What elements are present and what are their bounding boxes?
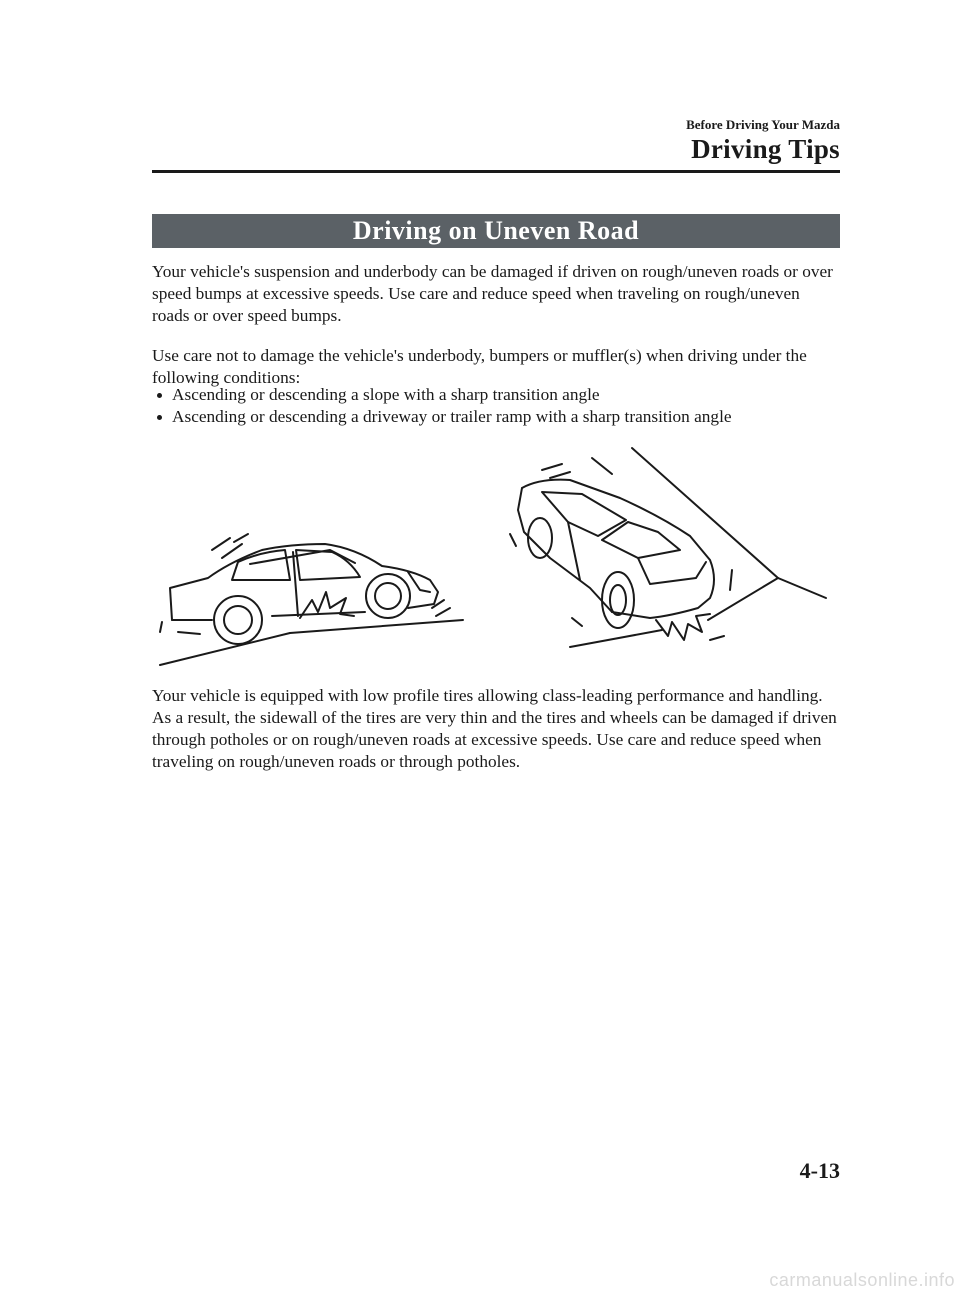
svg-text:carmanualsonline.info: carmanualsonline.info: [769, 1270, 955, 1290]
page-number: 4-13: [799, 1158, 840, 1183]
paragraph-low-profile-tires: Your vehicle is equipped with low profile tires allowing class-leading performance and handling. As a result, the sidewall of the tires are very thin and the tires and wheels can be damaged if driven through potholes or on rough/uneven roads at excessive speeds. Use care and reduce speed when traveling on rough/uneven roads or through potholes.: [152, 686, 837, 771]
paragraph-suspension-warning: Your vehicle's suspension and underbody can be damaged if driven on rough/uneven roads or over speed bumps at excessive speeds. Use care and reduce speed when traveling on rough/uneven roads or over speed bumps.: [152, 262, 833, 325]
section-title-banner: Driving on Uneven Road: [152, 214, 840, 248]
watermark-logo: [0, 1269, 960, 1291]
chapter-title: Before Driving Your Mazda: [686, 117, 840, 132]
list-item: [155, 384, 840, 406]
bullet-icon: [157, 415, 162, 420]
uneven-road-illustration: [150, 440, 840, 670]
list-item: [155, 406, 840, 428]
car-on-ramp-drawing: [510, 448, 826, 647]
paragraph-underbody-conditions: Use care not to damage the vehicle's underbody, bumpers or muffler(s) when driving under the following conditions:: [152, 346, 807, 387]
car-on-slope-drawing: [160, 534, 463, 665]
section-heading: Driving Tips: [691, 134, 840, 164]
conditions-list: [155, 384, 840, 428]
list-item-text: Ascending or descending a driveway or trailer ramp with a sharp transition angle: [172, 407, 732, 426]
bullet-icon: [157, 393, 162, 398]
list-item-text: Ascending or descending a slope with a sharp transition angle: [172, 385, 600, 404]
header-divider: [152, 170, 840, 173]
